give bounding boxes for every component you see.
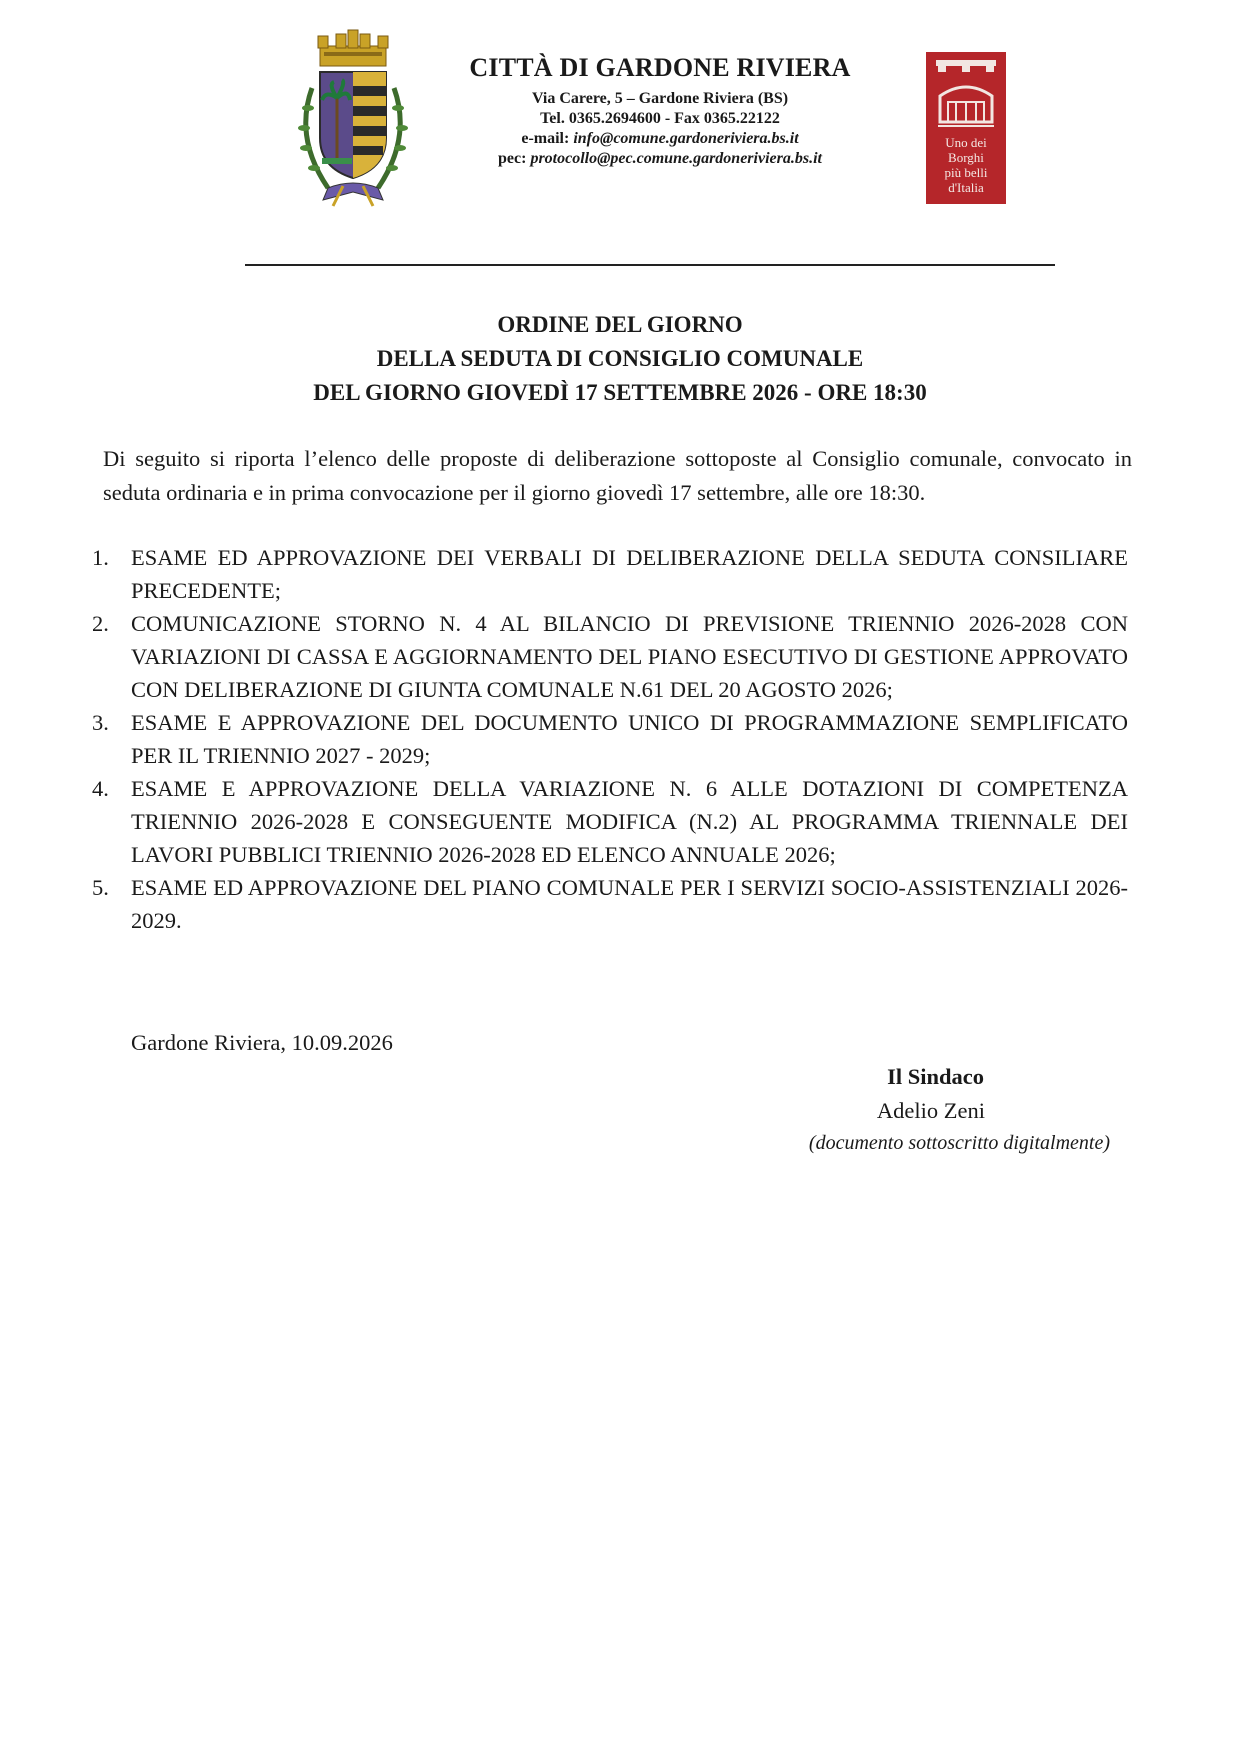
header-divider bbox=[245, 264, 1055, 266]
badge-line-3: più belli bbox=[944, 165, 988, 180]
agenda-item-number: 4. bbox=[92, 776, 109, 801]
signer-name: Adelio Zeni bbox=[876, 1098, 985, 1123]
agenda-item-text: ESAME E APPROVAZIONE DEL DOCUMENTO UNICO DI PROGRAMMAZIONE SEMPLIFICATO PER IL TRIENNIO 2027 - 2029; bbox=[131, 710, 1128, 768]
pec-link[interactable]: protocollo@pec.comune.gardoneriviera.bs.it bbox=[530, 149, 822, 167]
agenda-item-text: ESAME ED APPROVAZIONE DEL PIANO COMUNALE PER I SERVIZI SOCIO-ASSISTENZIALI 2026-2029. bbox=[131, 875, 1128, 933]
pec-label: pec: bbox=[498, 149, 527, 167]
signature-block bbox=[760, 1060, 1140, 1158]
badge-line-2: Borghi bbox=[948, 150, 984, 165]
org-pec-line bbox=[440, 149, 880, 169]
agenda-item-text: ESAME E APPROVAZIONE DELLA VARIAZIONE N. 6 ALLE DOTAZIONI DI COMPETENZA TRIENNIO 2026-2028 E CONSEGUENTE MODIFICA (N.2) AL PROGRAMMA TRIENNALE DEI LAVORI PUBBLICI TRIENNIO 2026-2028 ED ELENCO ANNUALE 2026; bbox=[131, 776, 1128, 867]
org-address: Via Carere, 5 – Gardone Riviera (BS) bbox=[531, 89, 789, 107]
title-line-2: DELLA SEDUTA DI CONSIGLIO COMUNALE bbox=[376, 346, 864, 371]
coat-of-arms-logo bbox=[288, 28, 418, 210]
intro-paragraph: Di seguito si riporta l’elenco delle proposte di deliberazione sottoposte al Consiglio comunale, convocato in seduta ordinaria e in prima convocazione per il giorno giovedì 17 settembre, alle ore 18:30. bbox=[103, 446, 1132, 505]
title-line-3: DEL GIORNO GIOVEDÌ 17 SETTEMBRE 2026 - ORE 18:30 bbox=[313, 380, 927, 405]
agenda-item bbox=[92, 541, 1128, 607]
agenda-item bbox=[92, 607, 1128, 706]
agenda-item bbox=[92, 706, 1128, 772]
place-date: Gardone Riviera, 10.09.2026 bbox=[131, 1030, 393, 1055]
org-phone: Tel. 0365.2694600 - Fax 0365.22122 bbox=[540, 109, 780, 127]
badge-line-1: Uno dei bbox=[945, 135, 987, 150]
borghi-badge-logo bbox=[926, 52, 1006, 204]
title-line-1: ORDINE DEL GIORNO bbox=[497, 312, 743, 337]
agenda-item-number: 5. bbox=[92, 875, 109, 900]
email-link[interactable]: info@comune.gardoneriviera.bs.it bbox=[573, 129, 799, 147]
email-label: e-mail: bbox=[521, 129, 570, 147]
agenda-item bbox=[92, 871, 1128, 937]
badge-line-4: d'Italia bbox=[948, 180, 984, 195]
agenda-item-number: 1. bbox=[92, 545, 109, 570]
org-email-line bbox=[440, 129, 880, 149]
agenda-item-text: ESAME ED APPROVAZIONE DEI VERBALI DI DELIBERAZIONE DELLA SEDUTA CONSILIARE PRECEDENTE; bbox=[131, 545, 1128, 603]
agenda-item-text: COMUNICAZIONE STORNO N. 4 AL BILANCIO DI PREVISIONE TRIENNIO 2026-2028 CON VARIAZIONI DI CASSA E AGGIORNAMENTO DEL PIANO ESECUTIVO DI GESTIONE APPROVATO CON DELIBERAZIONE DI GIUNTA COMUNALE N.61 DEL 20 AGOSTO 2026; bbox=[131, 611, 1128, 702]
letterhead bbox=[440, 52, 880, 169]
org-name: CITTÀ DI GARDONE RIVIERA bbox=[469, 53, 851, 82]
agenda-item-number: 3. bbox=[92, 710, 109, 735]
agenda-item-number: 2. bbox=[92, 611, 109, 636]
signature-note: (documento sottoscritto digitalmente) bbox=[808, 1132, 1110, 1154]
agenda-list bbox=[92, 541, 1128, 937]
document-title bbox=[120, 308, 1120, 410]
agenda-item bbox=[92, 772, 1128, 871]
signer-role: Il Sindaco bbox=[887, 1064, 984, 1089]
